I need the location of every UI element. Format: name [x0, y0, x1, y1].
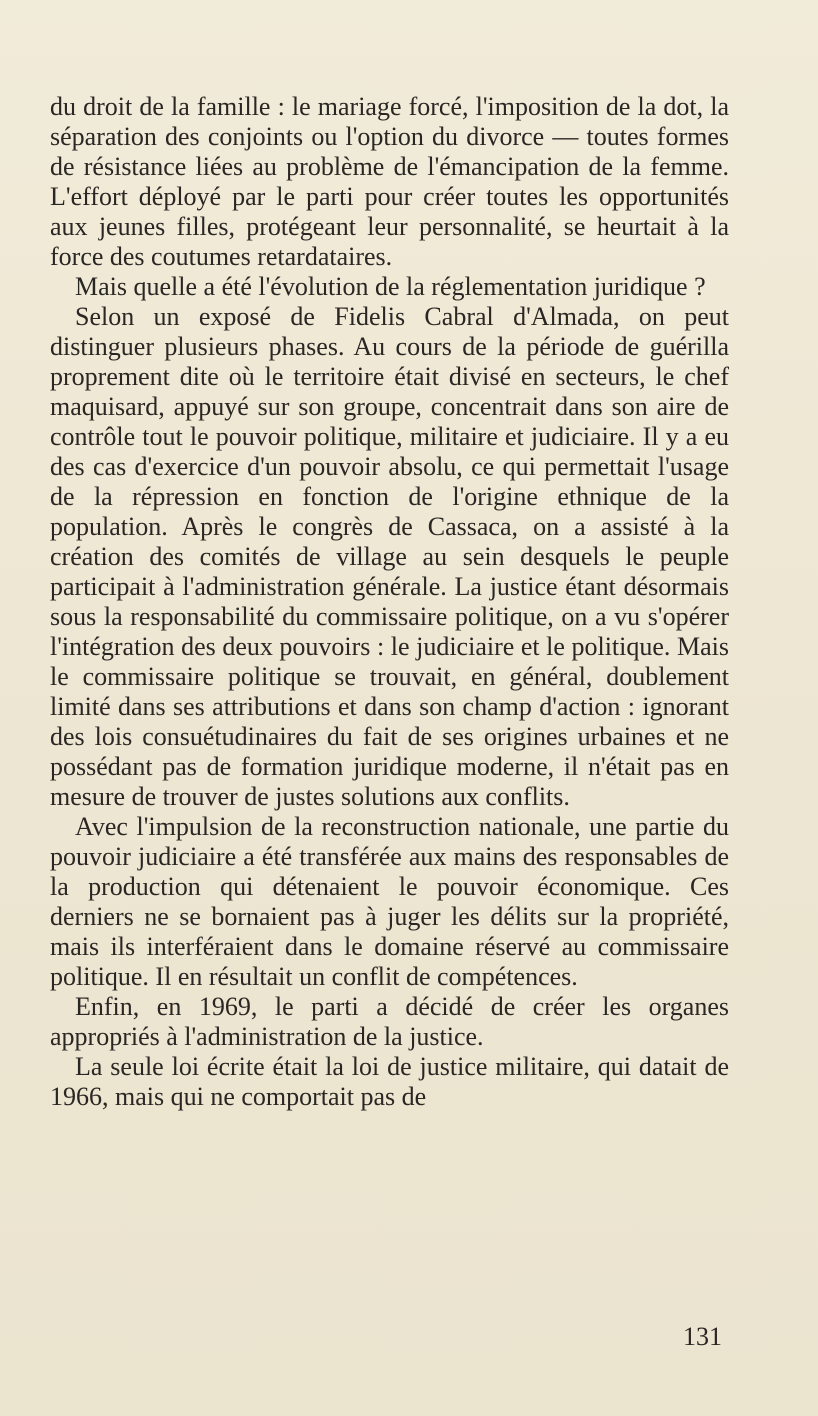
page-number: 131 [683, 1322, 722, 1351]
paragraph-continued: du droit de la famille : le mariage forcé, l'imposition de la dot, la séparation des conjoints ou l'option du divorce — toutes formes de résistance liées au problème de l'émancipation de la femme. L'effort déployé par le parti pour créer toutes les opportunités aux jeunes filles, protégeant leur personnalité, se heurtait à la force des coutumes retardataires. [50, 92, 729, 271]
paragraph-1969: Enfin, en 1969, le parti a décidé de créer les organes appropriés à l'administration de la justice. [50, 992, 729, 1051]
paragraph-question: Mais quelle a été l'évolution de la réglementation juridique ? [75, 272, 706, 301]
paragraph-military-law: La seule loi écrite était la loi de justice militaire, qui datait de 1966, mais qui ne comportait pas de [50, 1052, 729, 1111]
paragraph-phases: Selon un exposé de Fidelis Cabral d'Almada, on peut distinguer plusieurs phases. Au cours de la période de guérilla proprement dite où le territoire était divisé en secteurs, le chef maquisard, appuyé sur son groupe, concentrait dans son aire de contrôle tout le pouvoir politique, militaire et judiciaire. Il y a eu des cas d'exercice d'un pouvoir absolu, ce qui permettait l'usage de la répression en fonction de l'origine ethnique de la population. Après le congrès de Cassaca, on a assisté à la création des comités de village au sein desquels le peuple participait à l'administration générale. La justice étant désormais sous la responsabilité du commissaire politique, on a vu s'opérer l'intégration des deux pouvoirs : le judiciaire et le politique. Mais le commissaire politique se trouvait, en général, doublement limité dans ses attributions et dans son champ d'action : ignorant des lois consuétudinaires du fait de ses origines urbaines et ne possédant pas de formation juridique moderne, il n'était pas en mesure de trouver de justes solutions aux conflits. [50, 302, 729, 811]
body-text [50, 92, 729, 1112]
paragraph-reconstruction: Avec l'impulsion de la reconstruction nationale, une partie du pouvoir judiciaire a été transférée aux mains des responsables de la production qui détenaient le pouvoir économique. Ces derniers ne se bornaient pas à juger les délits sur la propriété, mais ils interféraient dans le domaine réservé au commissaire politique. Il en résultait un conflit de compétences. [50, 812, 729, 991]
